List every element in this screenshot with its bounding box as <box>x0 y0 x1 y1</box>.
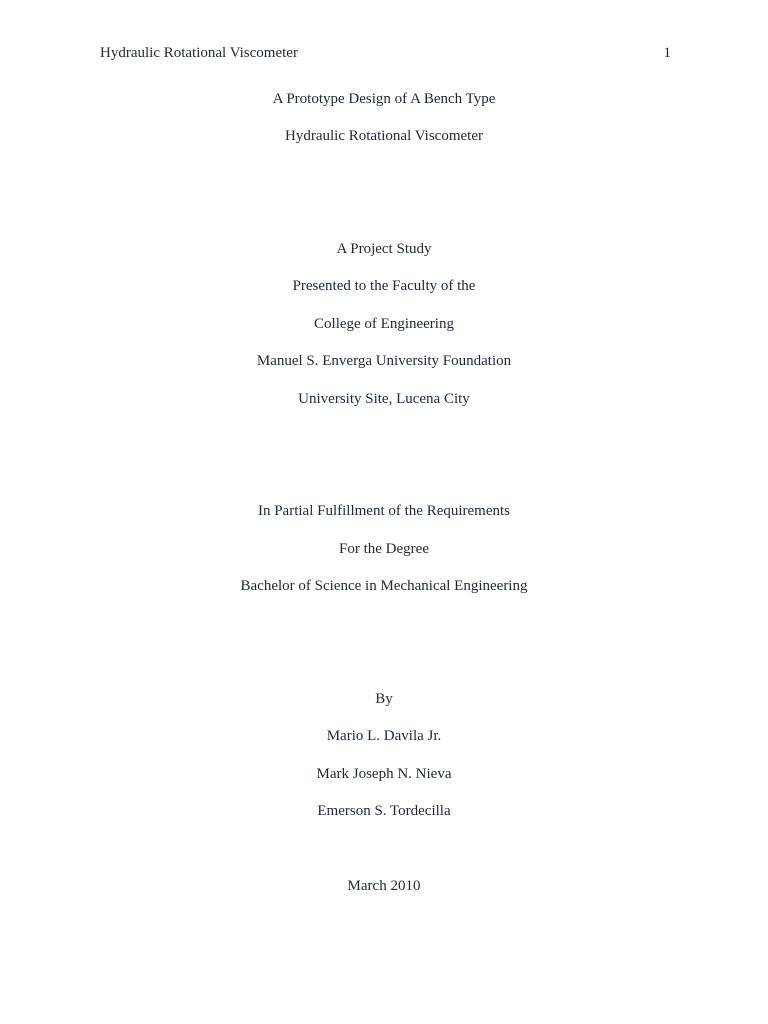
fulfillment-line-1: In Partial Fulfillment of the Requirements <box>257 503 511 519</box>
title-line-1: A Prototype Design of A Bench Type <box>272 91 496 107</box>
presentation-line-3: College of Engineering <box>314 316 454 332</box>
author-name: Emerson S. Tordecilla <box>317 803 451 819</box>
author-name: Mark Joseph N. Nieva <box>316 766 452 782</box>
presentation-line-4: Manuel S. Enverga University Foundation <box>256 353 512 369</box>
author-name: Mario L. Davila Jr. <box>326 728 442 744</box>
title-line-2: Hydraulic Rotational Viscometer <box>285 128 483 144</box>
presentation-line-1: A Project Study <box>336 241 432 257</box>
date: March 2010 <box>347 878 421 894</box>
presentation-line-2: Presented to the Faculty of the <box>292 278 476 294</box>
by-label: By <box>375 691 393 707</box>
page-number: 1 <box>663 45 671 61</box>
running-head: Hydraulic Rotational Viscometer <box>100 45 298 61</box>
fulfillment-line-3: Bachelor of Science in Mechanical Engineering <box>240 578 528 594</box>
presentation-line-5: University Site, Lucena City <box>298 391 470 407</box>
fulfillment-line-2: For the Degree <box>339 541 429 557</box>
